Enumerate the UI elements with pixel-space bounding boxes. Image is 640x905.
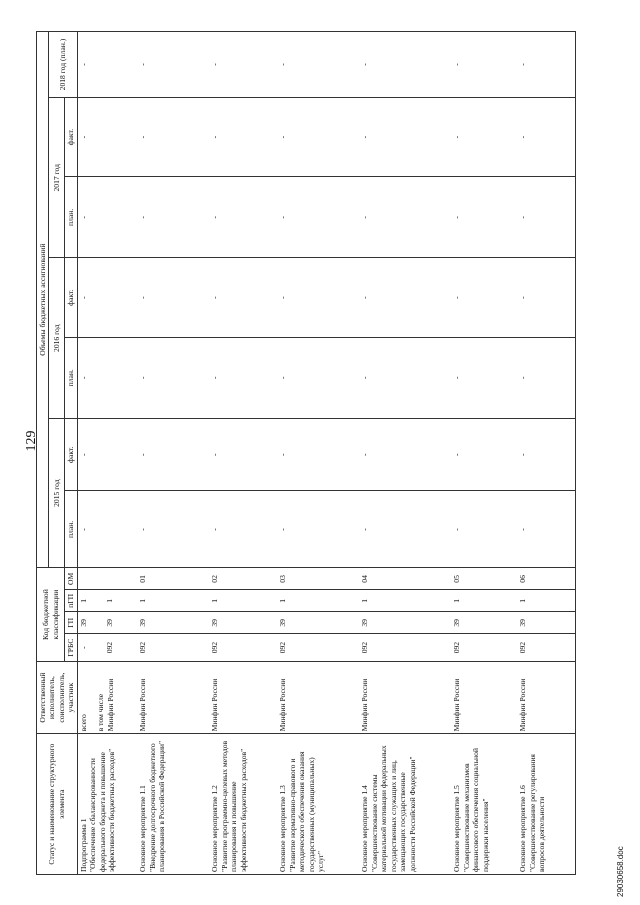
row-pgp: 1 (359, 590, 451, 612)
row-2016-plan: - (209, 337, 277, 418)
code-value (96, 636, 105, 658)
row-name: Основное мероприятие 1.1 "Внедрение долгосрочного бюджетного планирования в Российской Федерации" (137, 734, 209, 875)
row-pgp: 1 (209, 590, 277, 612)
header-2017: 2017 год (49, 98, 65, 258)
row-name: Подпрограмма 1 "Обеспечение сбалансированности федерального бюджета и повышение эффективности бюджетных расходов" (77, 734, 137, 875)
code-value: 1 (78, 599, 88, 603)
row-2016-plan: - (277, 337, 359, 418)
row-2018: - (77, 32, 137, 98)
row-gp: 39 (277, 612, 359, 634)
row-2017-plan: - (77, 177, 137, 258)
row-2017-plan: - (209, 177, 277, 258)
header-2017-plan: план. (65, 177, 77, 258)
row-2017-plan: - (137, 177, 209, 258)
row-2016-plan: - (137, 337, 209, 418)
code-value: 39 (78, 619, 88, 627)
row-2017-fact: - (359, 98, 451, 177)
row-2018: - (517, 32, 575, 98)
row-2018: - (277, 32, 359, 98)
header-2015: 2015 год (49, 418, 65, 567)
row-executor: Минфин России (209, 661, 277, 734)
row-2016-plan: - (517, 337, 575, 418)
code-value: 39 (105, 619, 115, 627)
row-2015-fact: - (451, 418, 517, 491)
row-2015-fact: - (209, 418, 277, 491)
row-2015-plan: - (359, 491, 451, 568)
table-row (209, 32, 277, 875)
row-2015-fact: - (359, 418, 451, 491)
row-om (77, 568, 137, 590)
header-2017-fact: факт. (65, 98, 77, 177)
row-om: 04 (359, 568, 451, 590)
page-number: 129 (24, 430, 39, 452)
row-2017-fact: - (277, 98, 359, 177)
row-2017-fact: - (137, 98, 209, 177)
header-executor: Ответственный исполнитель, соисполнитель, участник (37, 661, 78, 734)
row-2015-plan: - (451, 491, 517, 568)
table-row (137, 32, 209, 875)
row-2016-fact: - (451, 258, 517, 337)
table-row (277, 32, 359, 875)
row-gp: 39 (451, 612, 517, 634)
executor-line: Минфин России (105, 678, 115, 732)
table-row (77, 32, 137, 875)
budget-table (36, 31, 576, 875)
row-executor (77, 661, 137, 734)
row-2016-fact: - (209, 258, 277, 337)
row-2018: - (137, 32, 209, 98)
row-2016-fact: - (137, 258, 209, 337)
row-executor: Минфин России (277, 661, 359, 734)
row-2015-plan: - (209, 491, 277, 568)
row-2018: - (451, 32, 517, 98)
row-om: 06 (517, 568, 575, 590)
code-value: 092 (105, 641, 115, 654)
row-grbs: 092 (517, 634, 575, 661)
row-name: Основное мероприятие 1.2 "Развитие программно-целевых методов планирования и повышение эффективности бюджетных расходов" (209, 734, 277, 875)
row-2017-plan: - (451, 177, 517, 258)
row-executor: Минфин России (517, 661, 575, 734)
row-2016-fact: - (359, 258, 451, 337)
row-grbs: 092 (451, 634, 517, 661)
row-2015-fact: - (517, 418, 575, 491)
executor-line: в том числе (96, 693, 106, 732)
header-row-1 (37, 32, 49, 875)
row-gp: 39 (209, 612, 277, 634)
row-grbs: 092 (209, 634, 277, 661)
row-2016-plan: - (451, 337, 517, 418)
code-value: - (78, 646, 88, 649)
header-status: Статус и наименование структурного элемента (37, 734, 78, 875)
row-grbs (77, 634, 137, 661)
row-name: Основное мероприятие 1.6 "Совершенствование регулирования вопросов деятельности (517, 734, 575, 875)
row-name: Основное мероприятие 1.3 "Развитие нормативно-правового и методического обеспечения оказания государственных (муниципальных) услуг" (277, 734, 359, 875)
row-2016-fact: - (77, 258, 137, 337)
row-2015-plan: - (77, 491, 137, 568)
row-grbs: 092 (277, 634, 359, 661)
row-gp: 39 (359, 612, 451, 634)
row-2015-plan: - (517, 491, 575, 568)
table-row (451, 32, 517, 875)
row-executor: Минфин России (359, 661, 451, 734)
row-2016-plan: - (359, 337, 451, 418)
row-om: 03 (277, 568, 359, 590)
row-2017-fact: - (209, 98, 277, 177)
code-value: 1 (105, 599, 115, 603)
header-2018: 2018 год (план.) (49, 32, 77, 98)
row-2015-plan: - (277, 491, 359, 568)
row-2017-fact: - (517, 98, 575, 177)
row-om: 05 (451, 568, 517, 590)
row-2018: - (359, 32, 451, 98)
row-om: 02 (209, 568, 277, 590)
row-2017-plan: - (517, 177, 575, 258)
row-2017-fact: - (77, 98, 137, 177)
header-pgp: пГП (65, 590, 77, 612)
row-gp: 39 (137, 612, 209, 634)
header-2015-plan: план. (65, 491, 77, 568)
row-name: Основное мероприятие 1.4 "Совершенствование системы материальной мотивации федеральных государственных служащих и лиц, замещающих государственные должности Российской Федерации" (359, 734, 451, 875)
row-om: 01 (137, 568, 209, 590)
header-grbs: ГРБС (65, 634, 77, 661)
table-row (517, 32, 575, 875)
row-executor: Минфин России (451, 661, 517, 734)
row-2015-fact: - (137, 418, 209, 491)
row-2017-plan: - (359, 177, 451, 258)
code-value (96, 614, 105, 631)
header-2016-fact: факт. (65, 258, 77, 337)
row-2016-plan: - (77, 337, 137, 418)
row-2016-fact: - (277, 258, 359, 337)
header-2016: 2016 год (49, 258, 65, 418)
row-2016-fact: - (517, 258, 575, 337)
row-2017-plan: - (277, 177, 359, 258)
header-gp: ГП (65, 612, 77, 634)
table-row (359, 32, 451, 875)
code-value (96, 592, 105, 609)
executor-line: всего (78, 714, 88, 732)
footer-filename: 29030658.doc (616, 846, 625, 897)
row-pgp: 1 (451, 590, 517, 612)
row-grbs: 092 (359, 634, 451, 661)
row-executor: Минфин России (137, 661, 209, 734)
row-2015-fact: - (77, 418, 137, 491)
row-name: Основное мероприятие 1.5 "Совершенствование механизмов финансового обеспечения социальной поддержки населения" (451, 734, 517, 875)
row-pgp: 1 (517, 590, 575, 612)
row-pgp (77, 590, 137, 612)
row-2015-fact: - (277, 418, 359, 491)
header-budget-code: Код бюджетной классификации (37, 568, 65, 661)
row-2018: - (209, 32, 277, 98)
header-volumes: Объемы бюджетных ассигнований (37, 32, 49, 568)
header-om: ОМ (65, 568, 77, 590)
header-2016-plan: план. (65, 337, 77, 418)
row-pgp: 1 (277, 590, 359, 612)
row-2017-fact: - (451, 98, 517, 177)
row-grbs: 092 (137, 634, 209, 661)
row-gp: 39 (517, 612, 575, 634)
row-gp (77, 612, 137, 634)
row-2015-plan: - (137, 491, 209, 568)
row-pgp: 1 (137, 590, 209, 612)
header-2015-fact: факт. (65, 418, 77, 491)
